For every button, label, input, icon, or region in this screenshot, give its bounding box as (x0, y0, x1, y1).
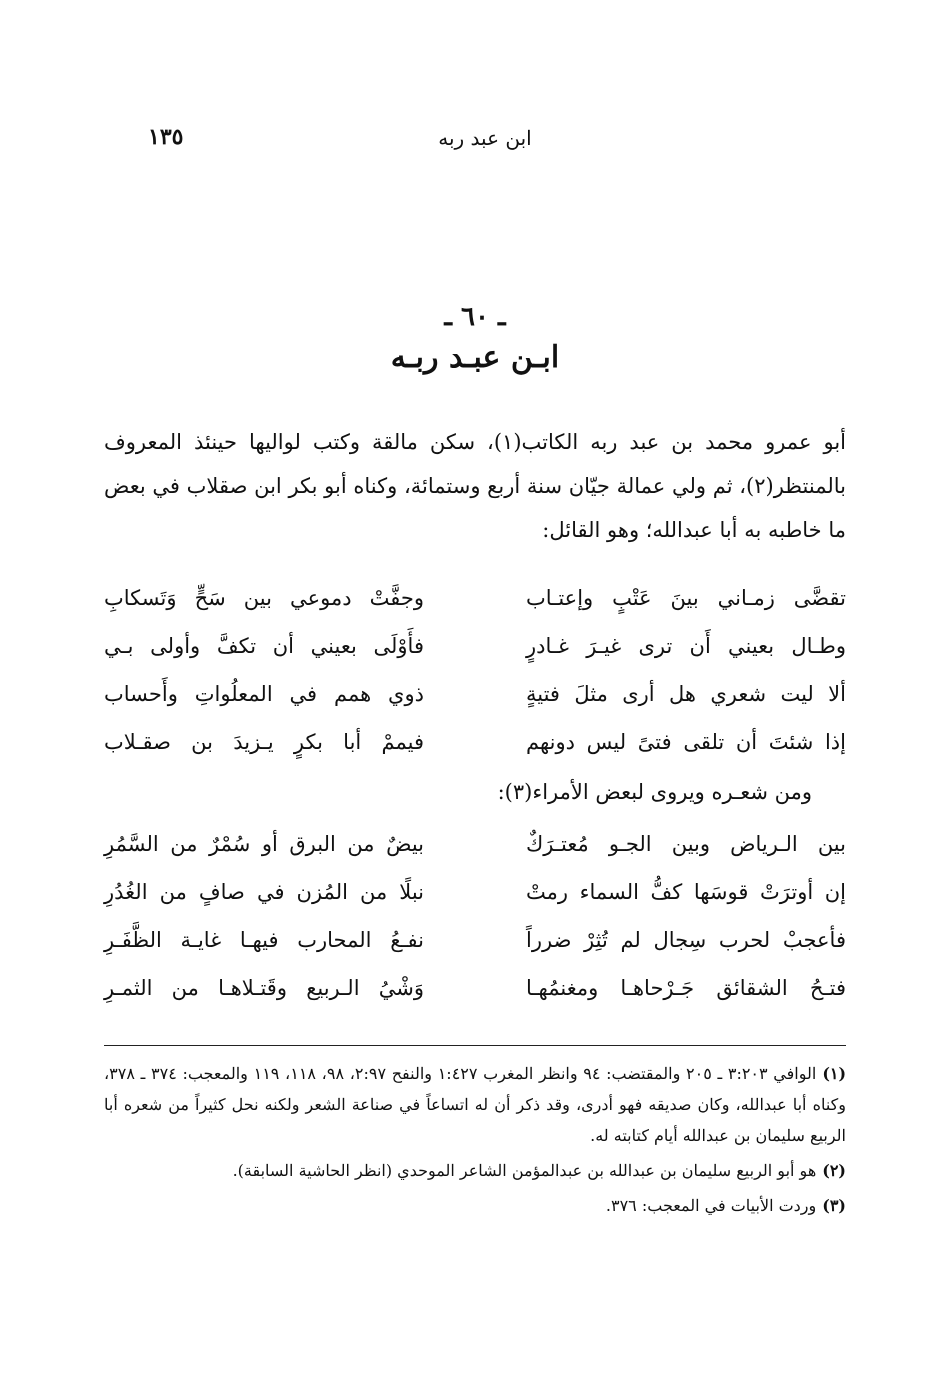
running-title: ابن عبد ربه (438, 126, 532, 150)
verse-line (104, 578, 846, 626)
second-hemistich: فأَوْلَى بعيني أن تكفَّ وأولى بـي (104, 634, 424, 658)
verse-line (104, 722, 846, 770)
section-title: ابـن عبـد ربـه (390, 340, 560, 375)
verse-line (104, 626, 846, 674)
second-hemistich: وَشْيُ الـربيع وقَتـلاهـا من الثمـرِ (104, 976, 424, 1000)
verse-line (104, 674, 846, 722)
first-hemistich: فتـحُ الشقائق جَـرْحاهـا ومغنمُهـا (526, 976, 846, 1000)
second-hemistich: وجفَّتْ دموعي بين سَحٍّ وَتَسكابِ (104, 586, 424, 610)
footnotes (104, 1058, 846, 1225)
verse-line (104, 920, 846, 968)
first-hemistich: إذا شئتَ أن تلقى فتىً ليس دونهم (526, 730, 846, 754)
poem-1 (104, 578, 846, 770)
footnote-number: (٣) (822, 1196, 846, 1215)
footnote-text: الوافي ٣:٢٠٣ ـ ٢٠٥ والمقتضب: ٩٤ وانظر المغرب ١:٤٢٧ والنفح ٢:٩٧، ٩٨، ١١٨، ١١٩ والمعجب: ٣٧٤ ـ ٣٧٨، وكناه أبا عبدالله، وكان صديقه فهو أدرى، وقد ذكر أن له اتساعاً في صناعة الشعر ولكنه نحل كثيراً من شعره أبا الربيع سليمان بن عبدالله أيام كتابته له. (104, 1064, 846, 1145)
second-hemistich: فيممْ أبا بكرٍ يـزيدَ بن صقـلاب (104, 730, 424, 754)
first-hemistich: بين الـرياض وبين الجـو مُعتـرَكٌ (526, 832, 846, 856)
first-hemistich: إن أوترَتْ قوسَها كفُّ السماء رمتْ (526, 880, 846, 904)
page-number: ١٣٥ (148, 124, 184, 150)
footnote-text: وردت الأبيات في المعجب: ٣٧٦. (605, 1196, 817, 1215)
second-hemistich: نبلًا من المُزن في صافٍ من الغُدُرِ (104, 880, 424, 904)
footnote (104, 1190, 846, 1221)
second-hemistich: ذوي همم في المعلُواتِ وأَحساب (104, 682, 424, 706)
first-hemistich: وطـال بعيني أَن ترى غيـرَ غـادرٍ (526, 634, 846, 658)
verse-line (104, 824, 846, 872)
first-hemistich: ألا ليت شعري هل أرى مثلَ فتيةٍ (526, 682, 846, 706)
running-head (0, 124, 950, 154)
footnote (104, 1058, 846, 1151)
footnote-text: هو أبو الربيع سليمان بن عبدالله بن عبدالمؤمن الشاعر الموحدي (انظر الحاشية السابقة). (232, 1161, 817, 1180)
footnote-number: (٢) (822, 1161, 846, 1180)
biography-paragraph (104, 420, 846, 552)
biography-text: أبو عمرو محمد بن عبد ربه الكاتب(١)، سكن مالقة وكتب لواليها حينئذ المعروف بالمنتظر(٢)، ثم ولي عمالة جيّان سنة أربع وستمائة، وكناه أبو بكر ابن صقلاب في بعض ما خاطبه به أبا عبدالله؛ وهو القائل: (104, 430, 846, 542)
section-number: ـ ٦٠ ـ (444, 302, 506, 332)
second-hemistich: بيضٌ من البرق أو سُمْرٌ من السَّمُرِ (104, 832, 424, 856)
footnote-divider (104, 1045, 846, 1047)
verse-line (104, 872, 846, 920)
footnote (104, 1155, 846, 1186)
footnote-number: (١) (822, 1064, 847, 1083)
second-hemistich: نفـعُ المحارب فيهـا غايـة الظَّفَـرِ (104, 928, 424, 952)
first-hemistich: فأعجبْ لحرب سِجال لم تُثِرْ ضرراً (526, 928, 846, 952)
poem-2 (104, 824, 846, 1016)
first-hemistich: تقضَّى زمـاني بينَ عَتْبٍ وإعتـاب (526, 586, 846, 610)
poem-2-intro: ومن شعـره ويروى لبعض الأمراء(٣): (497, 780, 812, 804)
verse-line (104, 968, 846, 1016)
